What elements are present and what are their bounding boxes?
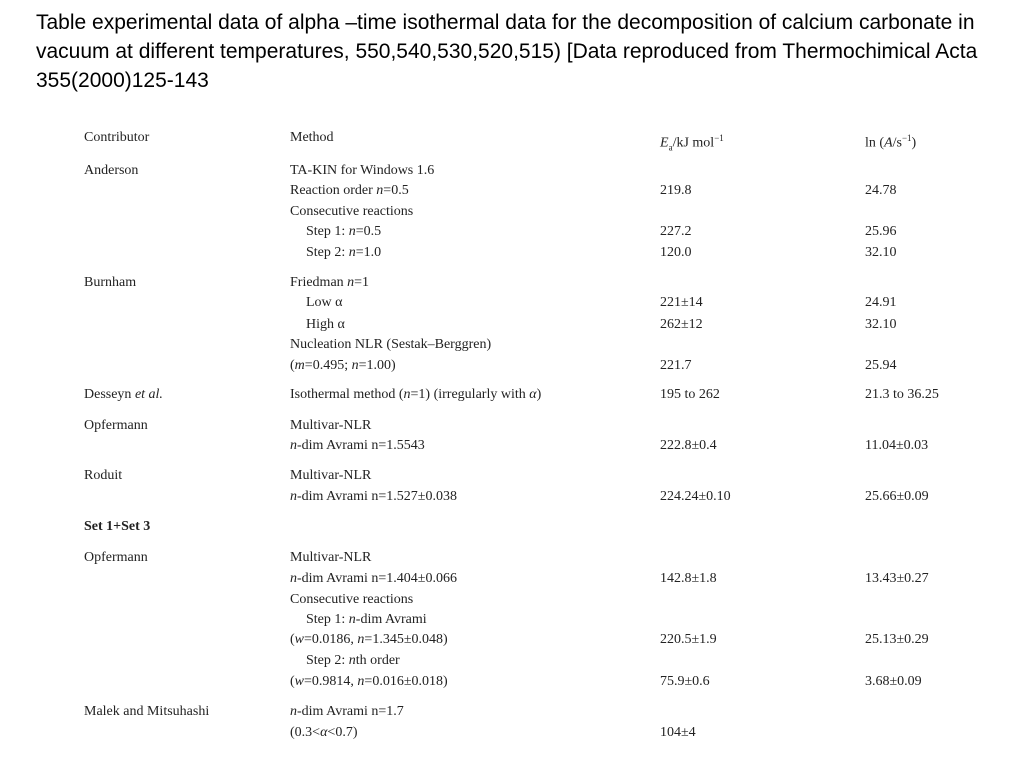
contributor-roduit: Roduit	[84, 468, 123, 483]
ea-value: 120.0	[660, 245, 692, 260]
lna-value: 24.78	[865, 183, 897, 198]
lna-value: 25.94	[865, 358, 897, 373]
header-method: Method	[290, 130, 334, 145]
header-lna: $\ln (A/s^{-1})$	[865, 133, 917, 151]
lna-value: 32.10	[865, 317, 897, 332]
lna-value: 3.68±0.09	[865, 674, 922, 689]
lna-value: 11.04±0.03	[865, 438, 929, 453]
contributor-desseyn: Desseyn et al.	[84, 387, 163, 402]
method-text: (w=0.0186, n=1.345±0.048)	[290, 632, 448, 647]
lna-value: 24.91	[865, 295, 897, 310]
method-text: Low α	[306, 295, 343, 310]
method-text: Multivar-NLR	[290, 418, 372, 433]
method-text: Step 2: nth order	[306, 653, 400, 668]
contributor-malek: Malek and Mitsuhashi	[84, 704, 210, 719]
header-contributor: Contributor	[84, 130, 150, 145]
method-text: (m=0.495; n=1.00)	[290, 358, 396, 373]
ea-value: 221±14	[660, 295, 703, 310]
method-text: n-dim Avrami n=1.404±0.066	[290, 571, 457, 586]
ea-value: 227.2	[660, 224, 692, 239]
method-text: Multivar-NLR	[290, 550, 372, 565]
method-text: n-dim Avrami n=1.7	[290, 704, 404, 719]
lna-value: 25.96	[865, 224, 897, 239]
method-text: Consecutive reactions	[290, 592, 414, 607]
lna-value: 32.10	[865, 245, 897, 260]
ea-value: 75.9±0.6	[660, 674, 710, 689]
method-text: (0.3<α<0.7)	[290, 725, 358, 740]
method-text: (w=0.9814, n=0.016±0.018)	[290, 674, 448, 689]
lna-value: 13.43±0.27	[865, 571, 929, 586]
method-text: Consecutive reactions	[290, 204, 414, 219]
lna-value: 25.66±0.09	[865, 489, 929, 504]
ea-value: 195 to 262	[660, 387, 720, 402]
method-text: Reaction order n=0.5	[290, 183, 409, 198]
section-heading: Set 1+Set 3	[84, 519, 151, 534]
contributor-anderson: Anderson	[84, 163, 139, 178]
method-text: Friedman n=1	[290, 275, 370, 290]
ea-value: 142.8±1.8	[660, 571, 717, 586]
contributor-opfermann: Opfermann	[84, 550, 148, 565]
slide-title: Table experimental data of alpha –time isothermal data for the decomposition of calcium carbonate in vacuum at different temperatures, 550,540,530,520,515) [Data reproduced from Thermochimical Acta 355(2000)125-143	[36, 11, 978, 92]
method-text: Step 1: n=0.5	[306, 224, 382, 239]
method-text: Multivar-NLR	[290, 468, 372, 483]
method-text: n-dim Avrami n=1.5543	[290, 438, 425, 453]
ea-value: 222.8±0.4	[660, 438, 717, 453]
header-ea: $E_a/kJ$ mol$^{-1}$	[660, 133, 724, 153]
ea-value: 224.24±0.10	[660, 489, 731, 504]
method-text: TA-KIN for Windows 1.6	[290, 163, 435, 178]
contributor-burnham: Burnham	[84, 275, 137, 290]
method-text: High α	[306, 317, 345, 332]
method-text: n-dim Avrami n=1.527±0.038	[290, 489, 457, 504]
method-text: Isothermal method (n=1) (irregularly with α)	[290, 387, 542, 402]
ea-value: 104±4	[660, 725, 696, 740]
ea-value: 219.8	[660, 183, 692, 198]
lna-value: 21.3 to 36.25	[865, 387, 939, 402]
method-text: Step 2: n=1.0	[306, 245, 382, 260]
lna-value: 25.13±0.29	[865, 632, 929, 647]
method-text: Nucleation NLR (Sestak–Berggren)	[290, 337, 492, 352]
ea-value: 262±12	[660, 317, 703, 332]
contributor-opfermann: Opfermann	[84, 418, 148, 433]
method-text: Step 1: n-dim Avrami	[306, 612, 427, 627]
ea-value: 221.7	[660, 358, 692, 373]
ea-value: 220.5±1.9	[660, 632, 717, 647]
